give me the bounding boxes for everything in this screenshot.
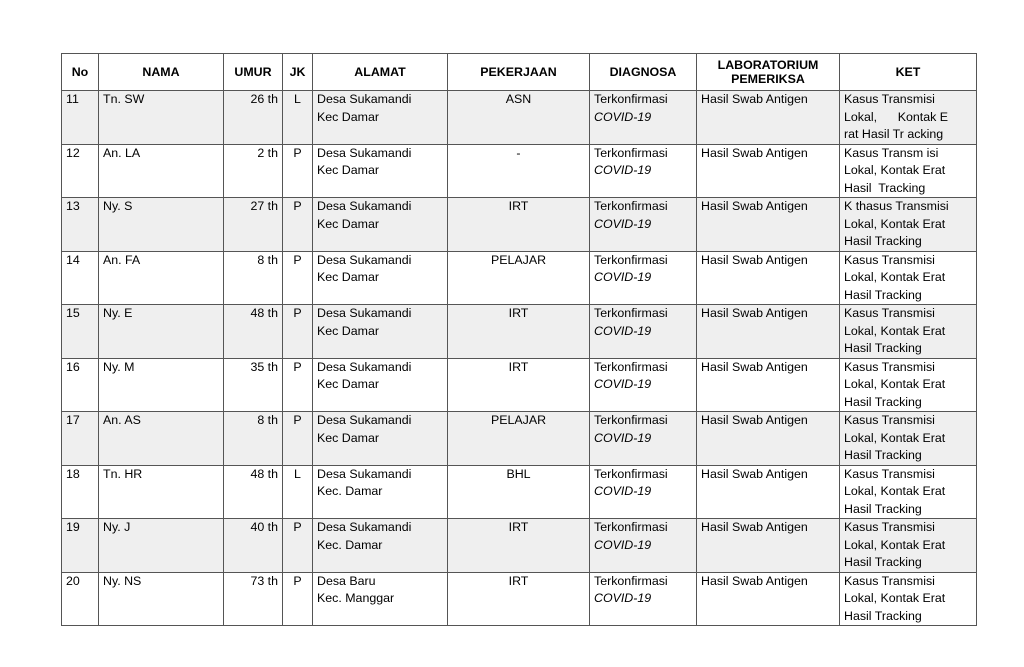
cell-jk: L [283,91,313,145]
cell-ket [840,198,977,252]
cell-laboratorium: Hasil Swab Antigen [697,305,840,359]
alamat-kec: Kec Damar [317,109,379,124]
cell-umur: 8 th [224,251,283,305]
cell-nama: An. LA [99,144,224,198]
header-diagnosa: DIAGNOSA [590,54,697,91]
cell-alamat [313,572,448,626]
cell-no: 18 [62,465,99,519]
diagnosa-status: Terkonfirmasi [594,306,668,320]
diagnosa-disease: COVID-19 [594,430,652,445]
cell-no: 17 [62,412,99,466]
cell-laboratorium: Hasil Swab Antigen [697,144,840,198]
table-row [62,358,977,412]
ket-line-2: Lokal, Kontak Erat [844,537,946,552]
cell-nama: Tn. SW [99,91,224,145]
ket-line-2: Lokal, Kontak Erat [844,484,946,498]
diagnosa-status: Terkonfirmasi [594,359,668,374]
ket-line-3: Hasil Tracking [844,341,922,355]
ket-line-3: Hasil Tracking [844,234,922,248]
diagnosa-disease: COVID-19 [594,163,652,177]
cell-nama: Ny. M [99,358,224,412]
cell-alamat [313,358,448,412]
cell-umur: 35 th [224,358,283,412]
cell-pekerjaan: BHL [448,465,590,519]
ket-line-1: K thasus Transmisi [844,199,949,213]
cell-laboratorium: Hasil Swab Antigen [697,91,840,145]
diagnosa-status: Terkonfirmasi [594,199,668,213]
cell-nama: Ny. NS [99,572,224,626]
alamat-kec: Kec. Manggar [317,591,395,605]
ket-line-2: Lokal, Kontak Erat [844,216,946,231]
diagnosa-disease: COVID-19 [594,323,652,338]
header-umur: UMUR [224,54,283,91]
cell-alamat [313,305,448,359]
cell-jk: P [283,305,313,359]
header-no: No [62,54,99,91]
cell-pekerjaan: - [448,144,590,198]
cell-pekerjaan: PELAJAR [448,251,590,305]
cell-diagnosa [590,519,697,573]
table-row [62,305,977,359]
ket-line-3: Hasil Tracking [844,555,922,569]
cell-laboratorium: Hasil Swab Antigen [697,572,840,626]
diagnosa-status: Terkonfirmasi [594,92,668,106]
header-laboratorium [697,54,840,91]
diagnosa-disease: COVID-19 [594,270,652,284]
diagnosa-disease: COVID-19 [594,537,652,552]
diagnosa-disease: COVID-19 [594,109,652,124]
ket-line-1: Kasus Transmisi [844,573,935,588]
diagnosa-status: Terkonfirmasi [594,413,668,427]
alamat-kec: Kec. Damar [317,537,383,552]
cell-diagnosa [590,144,697,198]
cell-nama: Ny. S [99,198,224,252]
diagnosa-disease: COVID-19 [594,591,652,605]
cell-ket [840,305,977,359]
cell-pekerjaan: PELAJAR [448,412,590,466]
alamat-desa: Desa Sukamandi [317,306,412,320]
ket-line-3: rat Hasil Tr acking [844,127,944,141]
cell-diagnosa [590,198,697,252]
cell-alamat [313,144,448,198]
cell-no: 13 [62,198,99,252]
table-row [62,465,977,519]
ket-line-3: Hasil Tracking [844,448,922,462]
ket-line-2: Lokal, Kontak Erat [844,377,946,391]
diagnosa-status: Terkonfirmasi [594,466,668,481]
ket-line-3: Hasil Tracking [844,394,922,409]
cell-diagnosa [590,358,697,412]
cell-alamat [313,91,448,145]
cell-diagnosa [590,465,697,519]
cell-alamat [313,251,448,305]
cell-nama: An. FA [99,251,224,305]
ket-line-1: Kasus Transmisi [844,520,935,534]
cell-pekerjaan: IRT [448,198,590,252]
cell-jk: L [283,465,313,519]
cell-ket [840,91,977,145]
header-row [62,54,977,91]
cell-pekerjaan: IRT [448,519,590,573]
cell-ket [840,572,977,626]
alamat-kec: Kec Damar [317,430,379,445]
cell-no: 14 [62,251,99,305]
ket-line-2: Lokal, Kontak Erat [844,270,946,284]
cell-nama: Ny. E [99,305,224,359]
ket-line-2: Lokal, Kontak Erat [844,163,946,177]
diagnosa-disease: COVID-19 [594,216,652,231]
alamat-kec: Kec Damar [317,163,379,177]
alamat-desa: Desa Sukamandi [317,252,412,267]
diagnosa-disease: COVID-19 [594,484,652,498]
table-row [62,572,977,626]
ket-line-2: Lokal, Kontak Erat [844,430,946,445]
diagnosa-status: Terkonfirmasi [594,573,668,588]
cell-no: 20 [62,572,99,626]
cell-umur: 48 th [224,465,283,519]
table-row [62,519,977,573]
alamat-desa: Desa Sukamandi [317,466,412,481]
header-alamat: ALAMAT [313,54,448,91]
ket-line-2: Lokal, Kontak Erat [844,323,946,338]
cell-alamat [313,198,448,252]
cell-diagnosa [590,305,697,359]
cell-umur: 8 th [224,412,283,466]
table-row [62,412,977,466]
cell-laboratorium: Hasil Swab Antigen [697,251,840,305]
cell-umur: 26 th [224,91,283,145]
ket-line-1: Kasus Transmisi [844,413,935,427]
cell-pekerjaan: IRT [448,305,590,359]
table-row [62,198,977,252]
cell-jk: P [283,519,313,573]
patient-table [61,53,977,626]
cell-laboratorium: Hasil Swab Antigen [697,198,840,252]
alamat-desa: Desa Sukamandi [317,520,412,534]
cell-diagnosa [590,572,697,626]
ket-line-2: Lokal, Kontak Erat [844,591,946,605]
ket-line-1: Kasus Transmisi [844,466,935,481]
cell-no: 19 [62,519,99,573]
cell-no: 11 [62,91,99,145]
cell-jk: P [283,144,313,198]
diagnosa-status: Terkonfirmasi [594,252,668,267]
cell-no: 12 [62,144,99,198]
table-row [62,91,977,145]
cell-jk: P [283,358,313,412]
cell-umur: 2 th [224,144,283,198]
ket-line-1: Kasus Transmisi [844,306,935,320]
cell-pekerjaan: ASN [448,91,590,145]
cell-nama: Ny. J [99,519,224,573]
cell-laboratorium: Hasil Swab Antigen [697,358,840,412]
header-nama: NAMA [99,54,224,91]
header-lab-line1: LABORATORIUM [717,58,819,72]
cell-jk: P [283,572,313,626]
header-pekerjaan: PEKERJAAN [448,54,590,91]
cell-ket [840,519,977,573]
alamat-desa: Desa Sukamandi [317,359,412,374]
cell-umur: 48 th [224,305,283,359]
cell-pekerjaan: IRT [448,358,590,412]
table-body [62,91,977,626]
cell-alamat [313,465,448,519]
alamat-desa: Desa Sukamandi [317,92,412,106]
ket-line-3: Hasil Tracking [844,608,922,623]
alamat-desa: Desa Sukamandi [317,145,412,160]
cell-ket [840,412,977,466]
ket-line-3: Hasil Tracking [844,501,922,516]
table-row [62,144,977,198]
cell-laboratorium: Hasil Swab Antigen [697,519,840,573]
cell-alamat [313,412,448,466]
ket-line-1: Kasus Transmisi [844,252,935,267]
cell-diagnosa [590,412,697,466]
table-header [62,54,977,91]
cell-jk: P [283,251,313,305]
cell-ket [840,358,977,412]
ket-line-3: Hasil Tracking [844,287,922,302]
ket-line-1: Kasus Transm isi [844,145,939,160]
cell-umur: 40 th [224,519,283,573]
ket-line-1: Kasus Transmisi [844,92,935,106]
cell-nama: An. AS [99,412,224,466]
header-ket: KET [840,54,977,91]
cell-jk: P [283,412,313,466]
cell-laboratorium: Hasil Swab Antigen [697,412,840,466]
table-row [62,251,977,305]
cell-ket [840,251,977,305]
alamat-kec: Kec Damar [317,323,379,338]
cell-no: 15 [62,305,99,359]
cell-diagnosa [590,91,697,145]
alamat-desa: Desa Baru [317,573,376,588]
cell-jk: P [283,198,313,252]
ket-line-1: Kasus Transmisi [844,359,935,374]
cell-ket [840,144,977,198]
diagnosa-status: Terkonfirmasi [594,520,668,534]
ket-line-2: Lokal, Kontak E [844,109,949,124]
alamat-kec: Kec Damar [317,216,379,231]
cell-laboratorium: Hasil Swab Antigen [697,465,840,519]
cell-diagnosa [590,251,697,305]
cell-umur: 73 th [224,572,283,626]
alamat-kec: Kec Damar [317,270,379,284]
cell-pekerjaan: IRT [448,572,590,626]
alamat-kec: Kec. Damar [317,484,383,498]
diagnosa-disease: COVID-19 [594,377,652,391]
header-jk: JK [283,54,313,91]
alamat-kec: Kec Damar [317,377,379,391]
cell-nama: Tn. HR [99,465,224,519]
ket-line-3: Hasil Tracking [844,180,926,195]
alamat-desa: Desa Sukamandi [317,199,412,213]
header-lab-line2: PEMERIKSA [731,72,805,86]
cell-ket [840,465,977,519]
cell-no: 16 [62,358,99,412]
cell-alamat [313,519,448,573]
cell-umur: 27 th [224,198,283,252]
diagnosa-status: Terkonfirmasi [594,145,668,160]
alamat-desa: Desa Sukamandi [317,413,412,427]
